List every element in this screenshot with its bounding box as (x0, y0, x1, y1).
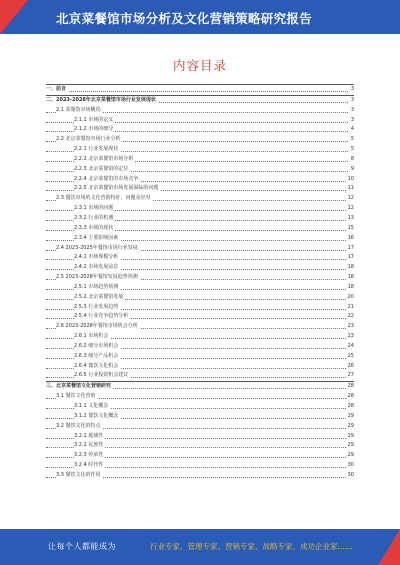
toc-entry-label: 三、北京菜餐馆文化营销研究 (46, 382, 113, 392)
toc-entry-label: 2.5.2 北京菜餐馆发展 (74, 293, 125, 303)
toc-entry-label: 3.1.1 文化概念 (74, 402, 110, 412)
toc-entry-label: 2.4.2 市场发展前景 (74, 263, 120, 273)
toc-entry-label: 2.6.4 餐饮文化机会 (74, 362, 120, 372)
toc-entry-label: 2.2.4 北京菜餐馆的市场竞争 (74, 175, 140, 185)
toc-entry-page: 16 (346, 234, 354, 244)
toc-entry-label: 2.3.3 市场的现状 (74, 224, 115, 234)
toc-entry[interactable] (46, 224, 354, 234)
toc-entry-page: 11 (346, 184, 354, 194)
toc-entry[interactable] (46, 342, 354, 352)
toc-entry-label: 2.3.4 主要影响因素 (74, 234, 120, 244)
toc-entry-page: 24 (346, 342, 354, 352)
toc-entry[interactable] (46, 322, 354, 332)
toc-entry-label: 3.2 餐饮文化的特点 (56, 422, 103, 432)
toc-entry-page: 20 (346, 293, 354, 303)
toc-entry-page: 22 (346, 312, 354, 322)
toc-entry-label: 3.2.3 传承性 (74, 451, 105, 461)
toc-entry-label: 2.2.5 北京菜餐馆市场发展面临的问题 (74, 184, 160, 194)
toc-entry-label: 2.6.1 市场机会 (74, 332, 110, 342)
toc-entry-page: 23 (346, 332, 354, 342)
toc-entry-label: 2.5.3 行业发展趋势 (74, 303, 120, 313)
toc-entry-page: 3 (349, 96, 354, 106)
toc-entry-label: 3.3 餐饮文化的作用 (56, 471, 103, 481)
toc-entry[interactable] (46, 402, 354, 412)
toc-entry-page: 29 (346, 432, 354, 442)
footer-slogan-left: 让每个人都能成为 (48, 542, 116, 551)
toc-entry-page: 10 (346, 175, 354, 185)
toc-entry[interactable] (46, 234, 354, 244)
toc-entry[interactable] (46, 451, 354, 461)
toc-entry[interactable] (46, 392, 354, 402)
toc-entry-label: 2.5.4 行业竞争趋势分析 (74, 312, 130, 322)
footer-slogan-right: 行业专家、管理专家、营销专家、战略专家、成功企业家…… (150, 542, 353, 551)
toc-entry-page: 28 (346, 402, 354, 412)
toc-entry[interactable] (46, 441, 354, 451)
toc-entry-page: 12 (346, 204, 354, 214)
toc-entry[interactable] (46, 84, 354, 95)
toc-entry[interactable] (46, 214, 354, 224)
toc-entry-page: 28 (346, 392, 354, 402)
footer-banner (0, 529, 400, 565)
toc-entry-page: 30 (346, 461, 354, 471)
toc-entry-page: 28 (346, 382, 354, 392)
toc-entry-label: 2.2.1 行业发展现状 (74, 145, 120, 155)
footer-accent-triangle (378, 529, 400, 565)
toc-entry[interactable] (46, 155, 354, 165)
toc-entry-label: 2.3.1 市场的问题 (74, 204, 115, 214)
toc-entry[interactable] (46, 273, 354, 283)
toc-entry-page: 29 (346, 441, 354, 451)
toc-entry[interactable] (46, 135, 354, 145)
toc-entry-label: 3.2.1 地域性 (74, 432, 105, 442)
toc-entry[interactable] (46, 371, 354, 381)
toc-entry-label: 2.3 餐饮市场的文化营销特征、问题及应对 (56, 194, 153, 204)
toc-entry-page: 21 (346, 303, 354, 313)
toc-entry-label: 2.2 北京菜餐馆市场行业分析 (56, 135, 123, 145)
toc-entry[interactable] (46, 412, 354, 422)
toc-entry[interactable] (46, 175, 354, 185)
toc-entry-label: 3.2.4 时代性 (74, 461, 105, 471)
toc-entry[interactable] (46, 283, 354, 293)
toc-entry-label: 2.1.2 市场的细分 (74, 125, 115, 135)
toc-entry-label: 2.6.3 细分产品机会 (74, 352, 120, 362)
toc-entry[interactable] (46, 332, 354, 342)
toc-entry-page: 30 (346, 471, 354, 481)
toc-entry[interactable] (46, 106, 354, 116)
toc-entry[interactable] (46, 184, 354, 194)
toc-entry-label: 2.2.2 北京菜餐馆市场分析 (74, 155, 135, 165)
toc-heading: 内容目录 (172, 58, 227, 73)
toc-entry[interactable] (46, 422, 354, 432)
toc-entry-label: 2.5 2023-2028年餐馆发展趋势预测 (56, 273, 140, 283)
toc-entry-label: 2.1 菜餐馆市场概况 (56, 106, 103, 116)
toc-entry[interactable] (46, 352, 354, 362)
toc-entry[interactable] (46, 312, 354, 322)
report-title: 北京菜餐馆市场分析及文化营销策略研究报告 (56, 11, 313, 26)
toc-entry[interactable] (46, 381, 354, 392)
toc-entry-label: 3.1 餐饮文化营销 (56, 392, 98, 402)
toc-entry-label: 2.3.2 行业的机遇 (74, 214, 115, 224)
toc-entry-page: 13 (346, 214, 354, 224)
toc-entry[interactable] (46, 194, 354, 204)
toc-entry-label: 2.6.5 行业投资机会建议 (74, 371, 130, 381)
toc-entry[interactable] (46, 116, 354, 126)
toc-entry-label: 2.2.3 北京菜餐馆的定位 (74, 165, 130, 175)
toc-entry-page: 27 (346, 371, 354, 381)
toc-entry[interactable] (46, 125, 354, 135)
toc-entry-page: 5 (349, 135, 354, 145)
toc-entry-page: 17 (346, 244, 354, 254)
toc-entry-page: 5 (349, 145, 354, 155)
table-of-contents (46, 84, 354, 481)
toc-entry[interactable] (46, 461, 354, 471)
header-banner (0, 0, 400, 34)
header-accent-triangle (0, 0, 28, 34)
toc-entry-label: 2.5.1 市场趋势预测 (74, 283, 120, 293)
toc-entry-page: 29 (346, 451, 354, 461)
toc-entry[interactable] (46, 145, 354, 155)
toc-entry[interactable] (46, 293, 354, 303)
toc-entry[interactable] (46, 471, 354, 481)
toc-entry-label: 2.6 2023-2028年餐馆市场机会分析 (56, 322, 140, 332)
toc-entry[interactable] (46, 263, 354, 273)
toc-entry-label: 3.2.2 民族性 (74, 441, 105, 451)
toc-entry-page: 25 (346, 352, 354, 362)
toc-entry-page: 12 (346, 194, 354, 204)
toc-entry[interactable] (46, 253, 354, 263)
toc-entry-page: 3 (349, 85, 354, 95)
toc-entry-page: 18 (346, 283, 354, 293)
toc-entry-label: 2.1.1 市场的定义 (74, 116, 115, 126)
toc-entry-page: 29 (346, 412, 354, 422)
toc-entry-page: 3 (349, 106, 354, 116)
toc-entry-page: 4 (349, 125, 354, 135)
toc-dot-leader (46, 91, 354, 92)
toc-entry-page: 18 (346, 273, 354, 283)
toc-entry-label: 2.4 2023-2025年餐馆市场行业发展 (56, 244, 140, 254)
toc-entry[interactable] (46, 244, 354, 254)
toc-entry-page: 23 (346, 322, 354, 332)
toc-entry-label: 3.1.2 餐饮文化概念 (74, 412, 120, 422)
toc-entry-page: 3 (349, 116, 354, 126)
toc-entry-page: 15 (346, 224, 354, 234)
toc-entry-page: 26 (346, 362, 354, 372)
toc-entry[interactable] (46, 95, 354, 106)
toc-entry-page: 18 (346, 263, 354, 273)
toc-entry-label: 2.4.1 市场规模分析 (74, 253, 120, 263)
toc-entry-page: 17 (346, 253, 354, 263)
toc-entry[interactable] (46, 165, 354, 175)
toc-entry-label: 一、前言 (46, 85, 68, 95)
toc-entry-page: 29 (346, 422, 354, 432)
toc-entry[interactable] (46, 204, 354, 214)
toc-entry-page: 9 (349, 165, 354, 175)
toc-entry-label: 二、2023-2028年北京菜餐馆市场行业发展现状 (46, 96, 158, 106)
toc-entry[interactable] (46, 303, 354, 313)
toc-entry-page: 8 (349, 155, 354, 165)
toc-entry[interactable] (46, 362, 354, 372)
toc-entry-label: 2.6.2 细分市场机会 (74, 342, 120, 352)
toc-entry[interactable] (46, 432, 354, 442)
